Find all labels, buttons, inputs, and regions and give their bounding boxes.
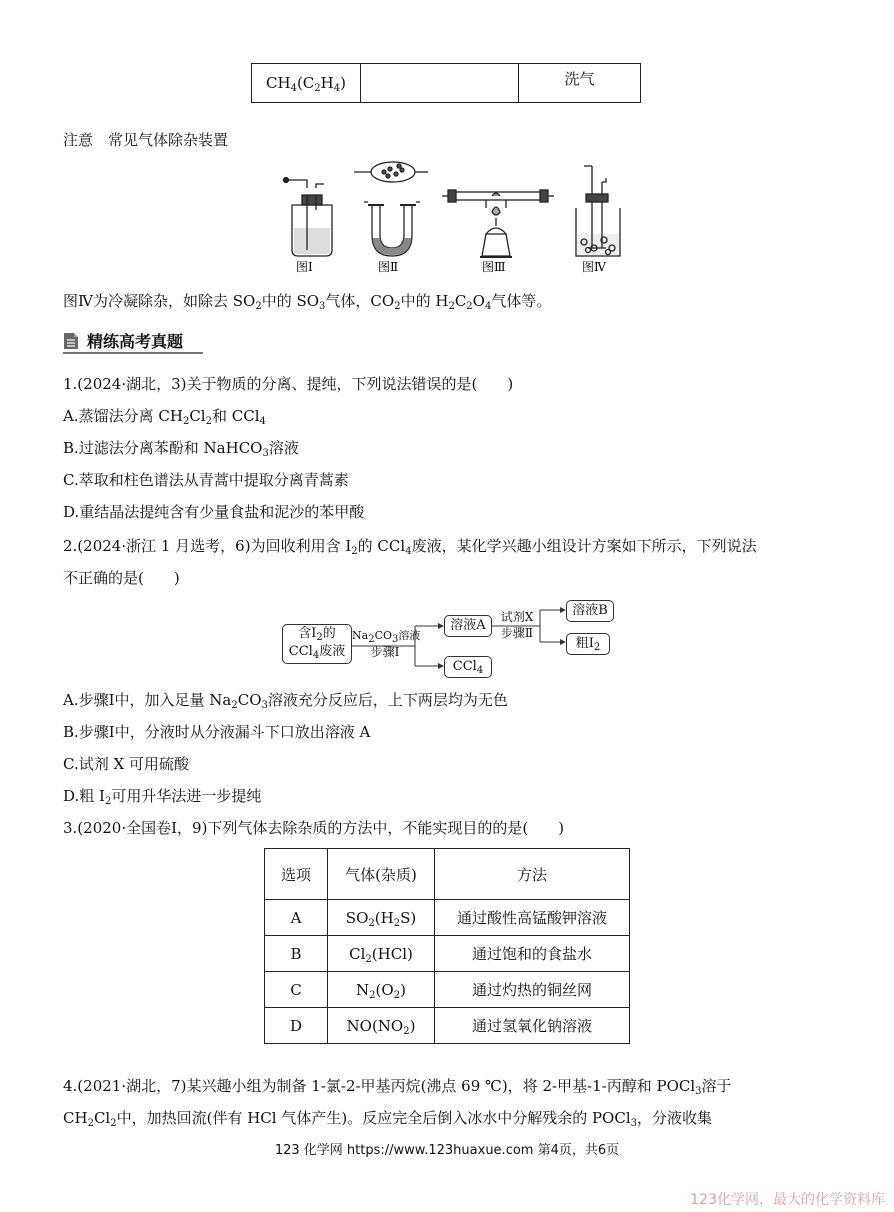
figure-caption-2: 图Ⅱ — [378, 260, 399, 274]
option-cell: C — [265, 972, 328, 1008]
gas-cell: $SO_2(H_2S)$ — [328, 900, 435, 936]
q4-line2: $CH_2Cl_2$中，加热回流(伴有 HCl 气体产生)。反应完全后倒入冰水中分解残余的 POCl$_3$，分液收集 — [63, 1109, 713, 1129]
figure-caption-4: 图Ⅳ — [582, 260, 606, 274]
q3-options-table — [264, 848, 630, 1044]
cold-bath-icon — [576, 166, 620, 256]
figure-caption-3: 图Ⅲ — [482, 260, 506, 274]
condense-note: 图Ⅳ为冷凝除杂，如除去 $SO_2$中的 $SO_3$气体，$CO_2$中的 $H_2C_2O_4$气体等。 — [63, 292, 552, 312]
method-cell: 洗气 — [519, 64, 641, 103]
q2-option-b: B.步骤Ⅰ中，分液时从分液漏斗下口放出溶液 A — [63, 723, 371, 741]
watermark: 123化学网，最大的化学资料库 — [690, 1192, 885, 1208]
section-underline — [63, 352, 203, 354]
q1-option-d: D.重结晶法提纯含有少量食盐和泥沙的苯甲酸 — [63, 503, 365, 521]
q4-line1: 4.(2021·湖北，7)某兴趣小组为制备 1-氯-2-甲基丙烷(沸点 69 ℃)，将 2-甲基-1-丙醇和 POCl$_3$溶于 — [63, 1077, 732, 1097]
q2-stem-line2: 不正确的是( ) — [63, 569, 180, 587]
q2-option-a: A.步骤Ⅰ中，加入足量 $Na_2CO_3$溶液充分反应后，上下两层均为无色 — [63, 691, 508, 711]
washing-bottle-icon — [284, 178, 333, 257]
flow-crude-i2-box: 粗$I_2$ — [566, 633, 610, 655]
flow-step2-label: 试剂X 步骤Ⅱ — [500, 610, 534, 640]
q2-option-d: D.粗 $I_2$可用升华法进一步提纯 — [63, 787, 262, 807]
figure-caption-1: 图Ⅰ — [296, 260, 313, 274]
q1-option-b: B.过滤法分离苯酚和 NaHCO$_3$溶液 — [63, 439, 299, 459]
option-cell: D — [265, 1008, 328, 1044]
method-cell: 通过灼热的铜丝网 — [435, 972, 630, 1008]
method-cell: 通过酸性高锰酸钾溶液 — [435, 900, 630, 936]
q1-option-a: A.蒸馏法分离 $CH_2Cl_2$和 CCl$_4$ — [63, 407, 266, 427]
q1-option-c: C.萃取和柱色谱法从青蒿中提取分离青蒿素 — [63, 471, 349, 489]
header-method: 方法 — [435, 849, 630, 900]
q3-stem: 3.(2020·全国卷Ⅰ，9)下列气体去除杂质的方法中，不能实现目的的是( ) — [63, 819, 565, 837]
flow-step1-label: $Na_2CO_3$溶液 步骤Ⅰ — [352, 629, 421, 659]
gas-cell: $Cl_2(HCl)$ — [328, 936, 435, 972]
flow-ccl4-box: CCl$_4$ — [444, 656, 492, 678]
mixture-cell: $CH_4(C_2H_4)$ — [252, 64, 361, 103]
header-option: 选项 — [265, 849, 328, 900]
table-row — [265, 900, 630, 936]
table-row — [265, 936, 630, 972]
document-icon — [63, 332, 79, 350]
q1-stem: 1.(2024·湖北，3)关于物质的分离、提纯，下列说法错误的是( ) — [63, 375, 514, 393]
method-cell: 通过氢氧化钠溶液 — [435, 1008, 630, 1044]
header-gas: 气体(杂质) — [328, 849, 435, 900]
option-cell: A — [265, 900, 328, 936]
u-tube-icon — [354, 162, 428, 256]
purification-table-fragment — [251, 63, 641, 103]
gas-cell: $NO(NO_2)$ — [328, 1008, 435, 1044]
option-cell: B — [265, 936, 328, 972]
q2-option-c: C.试剂 X 可用硫酸 — [63, 755, 189, 773]
reagent-cell — [361, 64, 519, 103]
table-row — [265, 972, 630, 1008]
method-cell: 通过饱和的食盐水 — [435, 936, 630, 972]
heated-tube-icon — [442, 190, 554, 257]
gas-cell: $N_2(O_2)$ — [328, 972, 435, 1008]
section-title: 精练高考真题 — [87, 332, 184, 351]
table-row — [265, 1008, 630, 1044]
q2-stem: 2.(2024·浙江 1 月选考，6)为回收利用含 $I_2$的 CCl$_4$废液，某化学兴趣小组设计方案如下所示，下列说法 — [63, 537, 757, 557]
table-row — [252, 64, 641, 103]
gas-purification-apparatus-figure — [270, 160, 630, 278]
page-footer: 123 化学网 https://www.123huaxue.com 第4页，共6页 — [274, 1143, 620, 1158]
flow-start-box: 含$I_2$的 CCl$_4$废液 — [282, 624, 352, 664]
table-header-row — [265, 849, 630, 900]
note-line: 注意 常见气体除杂装置 — [63, 131, 229, 149]
flow-solution-a-box: 溶液A — [444, 615, 492, 637]
flow-solution-b-box: 溶液B — [566, 600, 614, 622]
